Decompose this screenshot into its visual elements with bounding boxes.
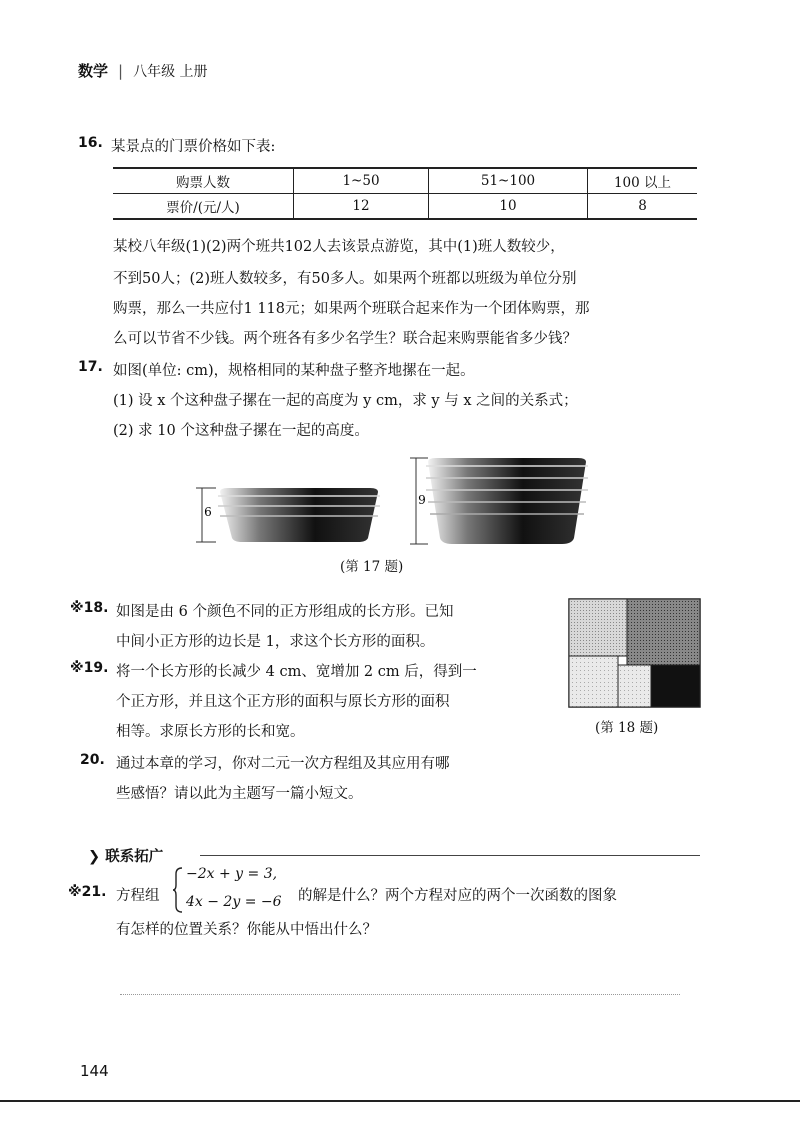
- grade-label: 八年级 上册: [133, 64, 208, 80]
- q17-text-line: 如图(单位: cm)，规格相同的某种盘子整齐地摞在一起。: [113, 363, 475, 379]
- q21-text-line: 有怎样的位置关系？你能从中悟出什么？: [116, 922, 377, 938]
- q17-number: 17.: [78, 359, 103, 375]
- section-heading: [88, 845, 163, 866]
- ticket-price-table: [113, 167, 697, 220]
- q16-text-line: 购票，那么一共应付1 118元；如果两个班联合起来作为一个团体购票，那: [113, 301, 590, 317]
- bottom-rule: [0, 1100, 800, 1102]
- square-center-small: [618, 656, 627, 665]
- q18-text-line: 如图是由 6 个颜色不同的正方形组成的长方形。已知: [116, 604, 454, 620]
- page-number: 144: [80, 1062, 109, 1080]
- table-cell: 8: [588, 194, 698, 220]
- q16-text-line: 不到50人；(2)班人数较多，有50多人。如果两个班都以班级为单位分别: [113, 271, 577, 287]
- table-cell: 12: [294, 194, 429, 220]
- small-dimension-label: 6: [204, 505, 212, 519]
- six-squares-rectangle-figure: [568, 598, 701, 708]
- equation-2: 4x − 2y = −6: [186, 894, 282, 910]
- stacked-plates-figure: [190, 450, 610, 550]
- q20-text-line: 些感悟？请以此为主题写一篇小短文。: [116, 786, 363, 802]
- table-cell: 票价/(元/人): [113, 194, 294, 220]
- q18-caption: (第 18 题): [595, 720, 659, 736]
- large-plate-stack: [426, 458, 588, 544]
- square-top-right: [627, 599, 700, 665]
- table-header-cell: 51~100: [429, 168, 588, 194]
- chevron-right-icon: ❯: [88, 849, 101, 865]
- q19-text-line: 个正方形，并且这个正方形的面积与原长方形的面积: [116, 694, 450, 710]
- square-top-left: [569, 599, 627, 656]
- table-cell: 10: [429, 194, 588, 220]
- q18-text-line: 中间小正方形的边长是 1，求这个长方形的面积。: [116, 634, 435, 650]
- q17-caption: (第 17 题): [340, 559, 404, 575]
- equation-1: −2x + y = 3,: [186, 866, 278, 882]
- q18-number: ※18.: [70, 600, 109, 616]
- q21-text-line: 的解是什么？两个方程对应的两个一次函数的图象: [298, 888, 617, 904]
- q20-text-line: 通过本章的学习，你对二元一次方程组及其应用有哪: [116, 756, 450, 772]
- table-header-cell: 1~50: [294, 168, 429, 194]
- q21-prefix: 方程组: [116, 888, 160, 904]
- q20-number: 20.: [80, 752, 105, 768]
- running-header: [78, 60, 208, 81]
- small-plate-stack: [218, 488, 380, 542]
- q19-number: ※19.: [70, 660, 109, 676]
- q17-text-line: (1) 设 x 个这种盘子摞在一起的高度为 y cm，求 y 与 x 之间的关系式；: [113, 393, 578, 409]
- q16-text-line: 么可以节省不少钱。两个班各有多少名学生？联合起来购票能省多少钱？: [113, 331, 577, 347]
- section-divider: [200, 855, 700, 856]
- q16-text-line: 某校八年级(1)(2)两个班共102人去该景点游览，其中(1)班人数较少，: [113, 239, 565, 255]
- q19-text-line: 将一个长方形的长减少 4 cm、宽增加 2 cm 后，得到一: [116, 664, 477, 680]
- table-header-cell: 购票人数: [113, 168, 294, 194]
- q19-text-line: 相等。求原长方形的长和宽。: [116, 724, 305, 740]
- large-dimension-label: 9: [418, 493, 426, 507]
- left-brace-icon: [172, 866, 184, 914]
- square-bottom-right: [651, 665, 700, 707]
- square-bottom-middle: [618, 665, 651, 707]
- square-bottom-left: [569, 656, 618, 707]
- table-header-cell: 100 以上: [588, 168, 698, 194]
- table-row: [113, 194, 697, 220]
- section-title: 联系拓广: [105, 849, 164, 865]
- dotted-divider: [120, 994, 680, 996]
- q16-number: 16.: [78, 135, 103, 151]
- subject-label: 数学: [78, 62, 109, 80]
- q21-number: ※21.: [68, 884, 107, 900]
- header-separator: |: [118, 62, 124, 80]
- table-row: [113, 168, 697, 194]
- q17-text-line: (2) 求 10 个这种盘子摞在一起的高度。: [113, 423, 369, 439]
- q16-intro: 某景点的门票价格如下表:: [111, 139, 276, 155]
